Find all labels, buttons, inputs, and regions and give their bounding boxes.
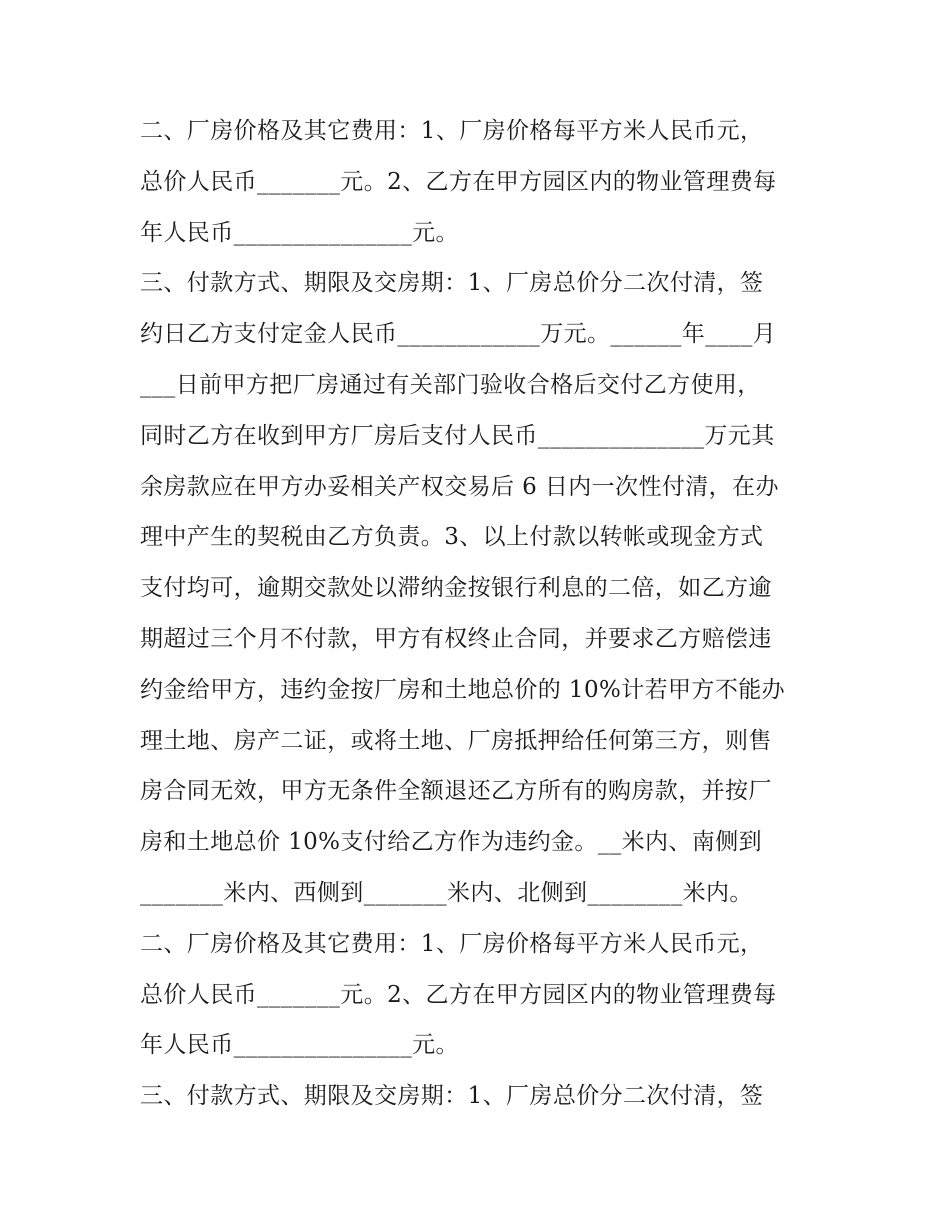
- text-line: 约金给甲方，违约金按厂房和土地总价的 10%计若甲方不能办: [140, 676, 786, 703]
- text-line: 二、厂房价格及其它费用：1、厂房价格每平方米人民币元，: [140, 118, 764, 144]
- text-line: 期超过三个月不付款，甲方有权终止合同，并要求乙方赔偿违: [140, 625, 772, 652]
- text-line: 二、厂房价格及其它费用：1、厂房价格每平方米人民币元，: [140, 930, 764, 957]
- text-line: _______米内、西侧到_______米内、北侧到________米内。: [140, 879, 753, 906]
- text-line: 理中产生的契税由乙方负责。3、以上付款以转帐或现金方式: [140, 524, 764, 551]
- text-line: 总价人民币_______元。2、乙方在甲方园区内的物业管理费每: [140, 981, 777, 1008]
- text-line: 约日乙方支付定金人民币____________万元。______年____月: [140, 321, 777, 348]
- text-line: 支付均可，逾期交款处以滞纳金按银行利息的二倍，如乙方逾: [140, 575, 772, 602]
- text-line: 年人民币_______________元。: [140, 1032, 459, 1059]
- text-line: 理土地、房产二证，或将土地、厂房抵押给任何第三方，则售: [140, 727, 772, 754]
- text-line: 三、付款方式、期限及交房期：1、厂房总价分二次付清，签: [140, 270, 764, 297]
- text-line: 房和土地总价 10%支付给乙方作为违约金。__米内、南侧到: [140, 829, 763, 856]
- text-line: ___日前甲方把厂房通过有关部门验收合格后交付乙方使用，: [140, 371, 761, 398]
- text-line: 年人民币_______________元。: [140, 219, 459, 246]
- text-line: 同时乙方在收到甲方厂房后支付人民币______________万元其: [140, 422, 775, 449]
- text-line: 总价人民币_______元。2、乙方在甲方园区内的物业管理费每: [140, 168, 777, 195]
- text-line: 三、付款方式、期限及交房期：1、厂房总价分二次付清，签: [140, 1083, 764, 1110]
- text-line: 房合同无效，甲方无条件全额退还乙方所有的购房款，并按厂: [140, 778, 772, 805]
- contract-text: [140, 106, 820, 1122]
- text-line: 余房款应在甲方办妥相关产权交易后 6 日内一次性付清，在办: [140, 473, 779, 500]
